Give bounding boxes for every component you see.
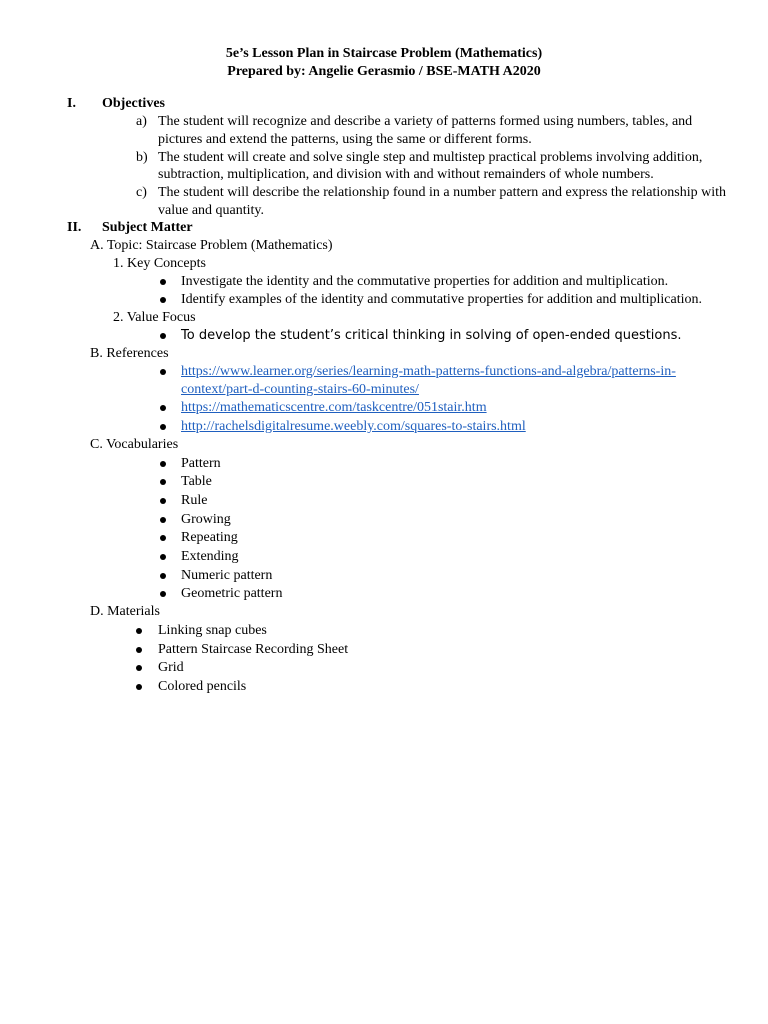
section-2-numeral: II.: [67, 220, 82, 235]
value-focus-label: 2. Value Focus: [113, 310, 196, 325]
objective-a-line1: The student will recognize and describe a variety of patterns formed using numbers, tables, and: [158, 114, 693, 129]
objective-c-marker: c): [136, 185, 147, 200]
objective-a-line2: pictures and extend the patterns, using the same or different forms.: [158, 132, 532, 147]
reference-link-learner-cont[interactable]: context/part-d-counting-stairs-60-minutes/: [181, 382, 419, 397]
reference-link-rachels[interactable]: http://rachelsdigitalresume.weebly.com/squares-to-stairs.html: [181, 419, 526, 434]
vocabulary-item: Table: [181, 474, 212, 489]
bullet-icon: [160, 479, 166, 485]
bullet-icon: [160, 535, 166, 541]
material-item: Pattern Staircase Recording Sheet: [158, 642, 349, 657]
topic-label: A. Topic: Staircase Problem (Mathematics): [90, 238, 333, 253]
bullet-icon: [160, 279, 166, 285]
document-title: 5e’s Lesson Plan in Staircase Problem (Mathematics): [225, 46, 543, 61]
vocabulary-item: Repeating: [181, 530, 238, 545]
bullet-icon: [160, 405, 166, 411]
material-item: Colored pencils: [158, 679, 247, 694]
bullet-icon: [160, 554, 166, 560]
vocabulary-item: Extending: [181, 549, 239, 564]
objective-c-line2: value and quantity.: [158, 203, 265, 218]
materials-label: D. Materials: [90, 604, 160, 619]
section-1-heading: Objectives: [102, 96, 165, 111]
key-concepts-label: 1. Key Concepts: [113, 256, 206, 271]
material-item: Linking snap cubes: [158, 623, 267, 638]
objective-b-line1: The student will create and solve single step and multistep practical problems involving addition,: [158, 150, 703, 165]
bullet-icon: [160, 369, 166, 375]
bullet-icon: [160, 424, 166, 430]
vocabulary-item: Rule: [181, 493, 208, 508]
bullet-icon: [160, 573, 166, 579]
key-concept-item: Identify examples of the identity and commutative properties for addition and multiplication.: [181, 292, 702, 307]
reference-link-learner[interactable]: https://www.learner.org/series/learning-math-patterns-functions-and-algebra/patterns-in-: [181, 364, 676, 379]
key-concept-item: Investigate the identity and the commutative properties for addition and multiplication.: [181, 274, 669, 289]
bullet-icon: [160, 461, 166, 467]
vocabulary-item: Growing: [181, 512, 231, 527]
objective-c-line1: The student will describe the relationship found in a number pattern and express the relationship with: [158, 185, 727, 200]
objective-b-line2: subtraction, multiplication, and division with and without remainders of whole numbers.: [158, 167, 654, 182]
bullet-icon: [160, 517, 166, 523]
bullet-icon: [160, 297, 166, 303]
reference-link-mathematicscentre[interactable]: https://mathematicscentre.com/taskcentre/051stair.htm: [181, 400, 487, 415]
bullet-icon: [160, 591, 166, 597]
objective-a-marker: a): [136, 114, 147, 129]
bullet-icon: [136, 628, 142, 634]
prepared-by: Prepared by: Angelie Gerasmio / BSE-MATH A2020: [227, 64, 541, 79]
vocabulary-item: Numeric pattern: [181, 568, 273, 583]
bullet-icon: [160, 333, 166, 339]
material-item: Grid: [158, 660, 184, 675]
bullet-icon: [136, 684, 142, 690]
section-2-heading: Subject Matter: [102, 220, 193, 235]
objective-b-marker: b): [136, 150, 148, 165]
section-1-numeral: I.: [67, 96, 76, 111]
vocabularies-label: C. Vocabularies: [90, 437, 179, 452]
bullet-icon: [136, 665, 142, 671]
vocabulary-item: Pattern: [181, 456, 221, 471]
value-focus-item: To develop the student’s critical thinking in solving of open-ended questions.: [181, 328, 682, 343]
vocabulary-item: Geometric pattern: [181, 586, 283, 601]
bullet-icon: [136, 647, 142, 653]
references-label: B. References: [90, 346, 169, 361]
bullet-icon: [160, 498, 166, 504]
